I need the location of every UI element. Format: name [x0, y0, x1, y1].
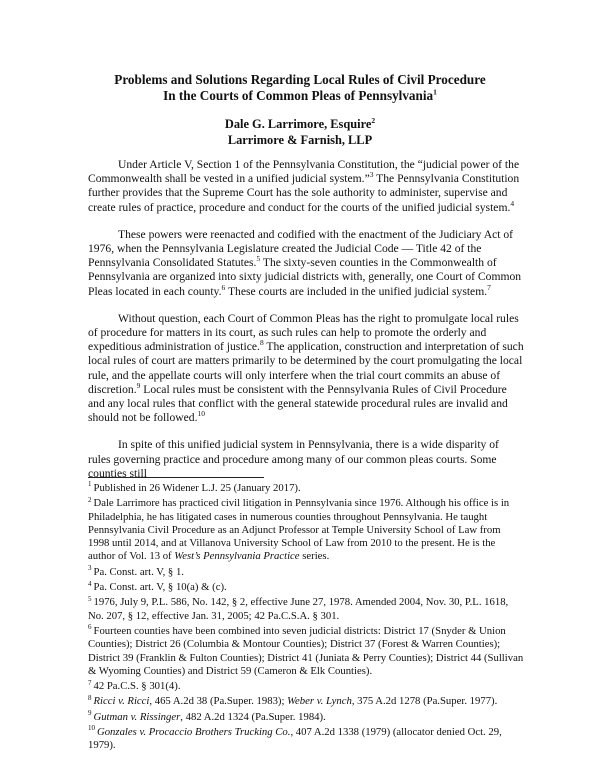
paragraph-3: Without question, each Court of Common Pleas has the right to promulgate local rules of procedure for matters in its court, as such rules can help to promote the orderly and expeditious administration of justice.$^8$ The application, construction and interpretation of such local rules of court are matters primarily to be determined by the court promulgating the local rule, and the appellate courts will only interfere when the trial court commits an abuse of discretion.$^9$ Local rules must be consistent with the Pennsylvania Rules of Civil Procedure and any local rules that conflict with the general statewide procedural rules are invalid and should not be followed.$^{10}$: [88, 311, 524, 425]
footnote-2: $^2$ Dale Larrimore has practiced civil litigation in Pennsylvania since 1976. Although his office is in Philadelphia, he has litigated cases in numerous counties throughout Pennsylvania. He taught Pennsylvania Civil Procedure as an Adjunct Professor at Temple University School of Law from 1998 until 2014, and at Villanova University School of Law from 2010 to the present. He is the author of Vol. 13 of West’s Pennsylvania Practice series.: [88, 495, 510, 563]
author-block: [0, 116, 600, 148]
document-title: [0, 72, 600, 104]
footnote-5: $^5$ 1976, July 9, P.L. 586, No. 142, § 2, effective June 27, 1978. Amended 2004, Nov. 30, P.L. 1618, No. 207, § 12, effective Jan. 31, 2005; 42 Pa.C.S.A. § 301.: [88, 594, 509, 622]
paragraph-1: Under Article V, Section 1 of the Pennsylvania Constitution, the “judicial power of the Commonwealth shall be vested in a unified judicial system.”$^3$ The Pennsylvania Constitution further provides that the Supreme Court has the sole authority to administer, supervise and create rules of practice, procedure and conduct for the courts of the unified judicial system.$^4$: [88, 158, 520, 214]
footnote-6: $^6$ Fourteen counties have been combined into seven judicial districts: District 17 (Snyder & Union Counties); District 26 (Columbia & Montour Counties); District 37 (Forest & Warren Counties); District 39 (Franklin & Fulton Counties); District 41 (Juniata & Perry Counties); District 44 (Sullivan & Wyoming Counties) and District 59 (Cameron & Elk Counties).: [88, 623, 524, 677]
author-name: Dale G. Larrimore, Esquire$^2$: [224, 115, 376, 131]
paragraph-2: These powers were reenacted and codified with the enactment of the Judiciary Act of 1976, when the Pennsylvania Legislature created the Judicial Code — Title 42 of the Pennsylvania Consolidated Statutes.$^5$ The sixty-seven counties in the Commonwealth of Pennsylvania are organized into sixty judicial districts with, generally, one Court of Common Pleas located in each county.$^6$ These courts are included in the unified judicial system.$^7$: [88, 227, 522, 298]
footnote-divider: [88, 477, 264, 478]
footnotes: [88, 482, 524, 755]
footnote-8: $^8$ Ricci v. Ricci, 465 A.2d 38 (Pa.Super. 1983); Weber v. Lynch, 375 A.2d 1278 (Pa.Super. 1977).: [88, 693, 498, 708]
footnote-9: $^9$ Gutman v. Rissinger, 482 A.2d 1324 (Pa.Super. 1984).: [88, 709, 326, 723]
footnote-7: $^7$ 42 Pa.C.S. § 301(4).: [88, 678, 181, 693]
footnote-10: $^{10}$ Gonzales v. Procaccio Brothers Trucking Co., 407 A.2d 1338 (1979) (allocator denied Oct. 29, 1979).: [88, 724, 502, 752]
footnote-3: $^3$ Pa. Const. art. V, § 1.: [88, 564, 184, 578]
footnote-1: $^1$ Published in 26 Widener L.J. 25 (January 2017).: [88, 480, 301, 494]
footnote-ref: 1: [433, 87, 437, 97]
body-text: [88, 158, 524, 494]
footnote-4: $^4$ Pa. Const. art. V, § 10(a) & (c).: [88, 579, 227, 594]
title-line-2: In the Courts of Common Pleas of Pennsylvania$^1$: [163, 87, 437, 103]
paragraph-4: In spite of this unified judicial system in Pennsylvania, there is a wide disparity of rules governing practice and procedure among many of our common pleas courts. Some counties still: [88, 438, 499, 480]
title-line-1: Problems and Solutions Regarding Local Rules of Civil Procedure: [114, 72, 486, 87]
footnote-ref: 2: [371, 115, 376, 125]
author-firm: Larrimore & Farnish, LLP: [227, 133, 373, 147]
